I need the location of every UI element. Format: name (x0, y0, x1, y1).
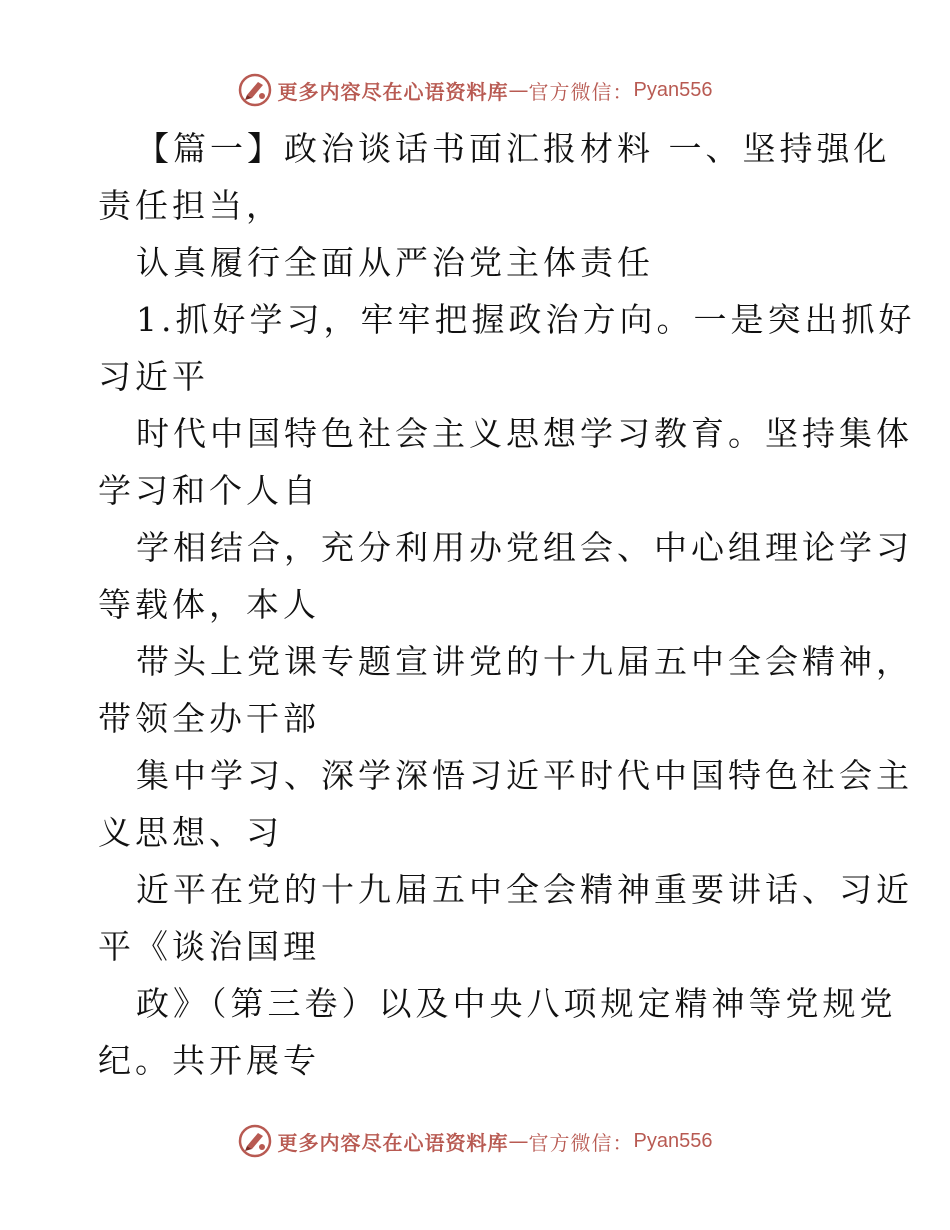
text-line: 义思想、习 (98, 813, 283, 852)
banner-separator: — (508, 78, 529, 102)
text-line: 带头上党课专题宣讲党的十九届五中全会精神， (136, 642, 913, 681)
text-line: 1.抓好学习，牢牢把握政治方向。一是突出抓好 (136, 300, 916, 339)
text-line: 学习和个人自 (98, 471, 320, 510)
banner-separator: — (508, 1129, 529, 1153)
text-line: 认真履行全面从严治党主体责任 (136, 243, 654, 282)
text-line: 责任担当， (98, 186, 283, 225)
text-line: 等载体，本人 (98, 585, 320, 624)
text-line: 【篇一】政治谈话书面汇报材料 一、坚持强化 (136, 129, 891, 168)
logo-icon (238, 1124, 272, 1158)
text-line: 平《谈治国理 (98, 927, 320, 966)
header-banner (0, 70, 950, 110)
text-line: 时代中国特色社会主义思想学习教育。坚持集体 (136, 414, 913, 453)
text-line: 政》（第三卷）以及中央八项规定精神等党规党 (136, 984, 897, 1023)
footer-banner (0, 1121, 950, 1161)
banner-wechat-id: Pyan556 (633, 78, 713, 101)
banner-wechat-id: Pyan556 (633, 1129, 713, 1152)
text-line: 集中学习、深学深悟习近平时代中国特色社会主 (136, 756, 913, 795)
text-line: 带领全办干部 (98, 699, 320, 738)
banner-site-name: 更多内容尽在心语资料库 (277, 1130, 509, 1155)
text-line: 学相结合，充分利用办党组会、中心组理论学习 (136, 528, 913, 567)
banner-wechat-label: 官方微信： (528, 1130, 634, 1155)
banner-wechat-label: 官方微信： (528, 79, 634, 104)
text-line: 近平在党的十九届五中全会精神重要讲话、习近 (136, 870, 913, 909)
document-body (98, 120, 916, 1089)
text-line: 纪。共开展专 (98, 1041, 320, 1080)
banner-site-name: 更多内容尽在心语资料库 (277, 79, 509, 104)
text-line: 习近平 (98, 357, 209, 396)
logo-icon (238, 73, 272, 107)
